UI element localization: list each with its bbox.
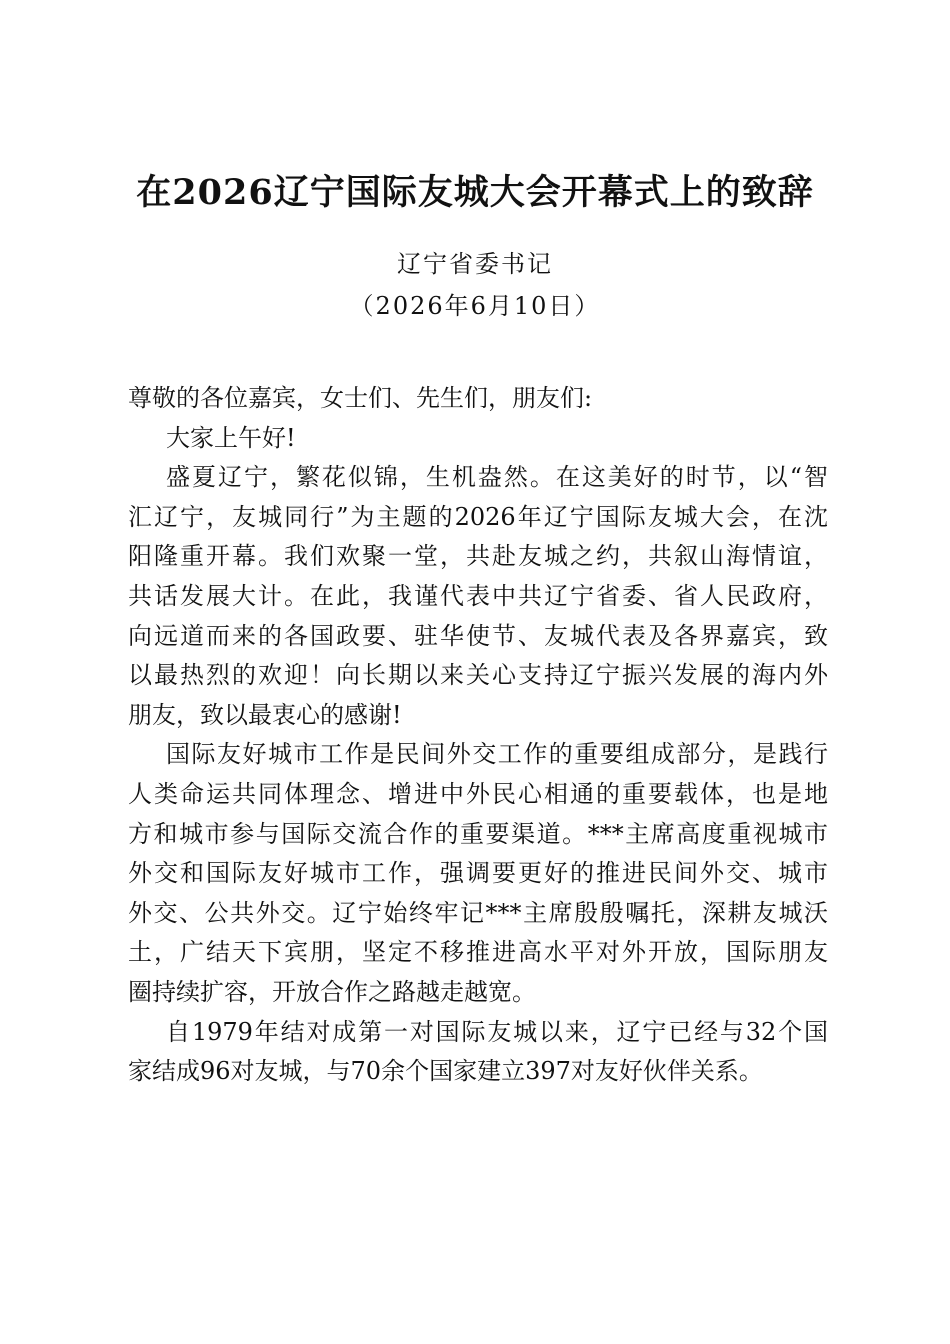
text-line: 方和城市参与国际交流合作的重要渠道。***主席高度重视城市 xyxy=(128,819,828,848)
text-line: 向远道而来的各国政要、驻华使节、友城代表及各界嘉宾，致 xyxy=(128,621,828,650)
text-line: 盛夏辽宁，繁花似锦，生机盎然。在这美好的时节，以“智 xyxy=(166,463,828,492)
document-title: 在2026辽宁国际友城大会开幕式上的致辞 xyxy=(136,172,814,213)
text-line: 土，广结天下宾朋，坚定不移推进高水平对外开放，国际朋友 xyxy=(128,938,828,967)
text-line: 外交、公共外交。辽宁始终牢记***主席殷殷嘱托，深耕友城沃 xyxy=(128,898,828,927)
text-line: 以最热烈的欢迎！向长期以来关心支持辽宁振兴发展的海内外 xyxy=(128,661,828,690)
text-line: 国际友好城市工作是民间外交工作的重要组成部分，是践行 xyxy=(166,740,828,769)
text-line: 汇辽宁，友城同行”为主题的2026年辽宁国际友城大会，在沈 xyxy=(128,502,828,531)
text-line: 阳隆重开幕。我们欢聚一堂，共赴友城之约，共叙山海情谊， xyxy=(128,542,828,571)
text-line: 朋友，致以最衷心的感谢! xyxy=(128,700,402,729)
speaker-title: 辽宁省委书记 xyxy=(397,250,553,278)
text-line: 人类命运共同体理念、增进中外民心相通的重要载体，也是地 xyxy=(128,779,828,808)
text-line: 外交和国际友好城市工作，强调要更好的推进民间外交、城市 xyxy=(128,859,828,888)
speech-body xyxy=(128,379,828,1092)
text-line: 圈持续扩容，开放合作之路越走越宽。 xyxy=(128,977,536,1006)
text-line: 家结成96对友城，与70余个国家建立397对友好伙伴关系。 xyxy=(128,1057,763,1086)
text-line: 自1979年结对成第一对国际友城以来，辽宁已经与32个国 xyxy=(166,1017,828,1046)
text-line: 共话发展大计。在此，我谨代表中共辽宁省委、省人民政府， xyxy=(128,581,828,610)
speech-date: （2026年6月10日） xyxy=(349,292,601,320)
text-line: 大家上午好! xyxy=(166,423,296,452)
text-line: 尊敬的各位嘉宾，女士们、先生们，朋友们: xyxy=(128,384,593,412)
